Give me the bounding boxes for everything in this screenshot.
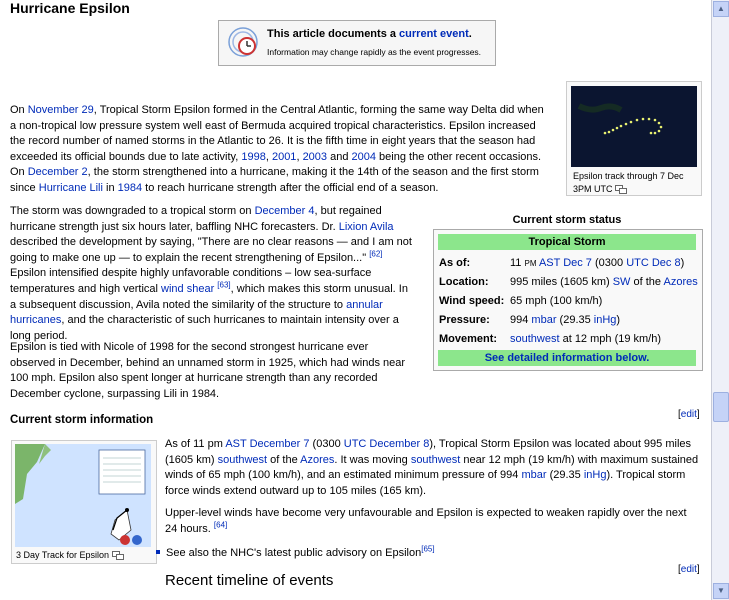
current-event-notice	[218, 20, 496, 66]
storm-status-box	[433, 229, 703, 371]
paragraph-december-record	[10, 340, 416, 402]
forecast-map-drawing	[15, 444, 151, 547]
inline-link[interactable]: November 29	[27, 104, 94, 116]
inline-link[interactable]: Azores	[300, 453, 335, 466]
inline-link[interactable]: SW	[612, 276, 631, 288]
scroll-down-arrow-icon[interactable]: ▼	[713, 583, 729, 599]
scroll-thumb[interactable]	[713, 392, 729, 422]
text-run: 65 mph (100 km/h)	[510, 295, 603, 307]
citation-link[interactable]: [65]	[421, 544, 435, 554]
text-run: 11	[510, 257, 525, 269]
inline-link[interactable]: AST Dec 7	[538, 257, 592, 269]
status-box-title: Current storm status	[512, 214, 622, 226]
inline-link[interactable]: wind shear	[161, 282, 215, 295]
inline-link[interactable]: Azores	[663, 276, 698, 288]
track-thumbnail	[566, 81, 702, 196]
inline-link[interactable]: inHg	[593, 314, 617, 326]
text-run: ,	[265, 150, 272, 163]
inline-link[interactable]: December 4	[254, 205, 315, 217]
text-run: (29.35	[556, 314, 594, 326]
bullet-icon	[156, 550, 160, 554]
bullet-nhc-advisory	[156, 544, 435, 559]
detailed-info-link[interactable]: See detailed information below.	[484, 352, 650, 364]
inline-link[interactable]: AST December 7	[225, 438, 310, 450]
inline-link[interactable]: southwest	[510, 333, 560, 345]
paragraph-forecast	[165, 506, 700, 537]
text-run: As of 11 pm	[165, 438, 226, 450]
text-run: (0300	[309, 438, 344, 450]
edit-link-timeline[interactable]: [edit]	[678, 564, 700, 575]
storm-track-drawing	[571, 86, 697, 167]
text-run: )	[616, 314, 621, 326]
vertical-scrollbar[interactable]	[711, 0, 729, 600]
status-row-wind: Wind speed: 65 mph (100 km/h)	[439, 295, 603, 307]
text-run: Epsilon intensified despite highly unfavorable conditions – low sea-surface temperatures and high vertical	[10, 267, 372, 295]
text-run: , which makes this storm unusual. In a subsequent discussion, Avila noted the similarity of the structure to	[10, 282, 408, 311]
text-run: , Tropical Storm Epsilon formed in the Central Atlantic, forming the same way Delta did when a non-tropical low pressure system well east of Bermuda acquired tropical characteristics. Epsilon increased the record number of named storms in the Atlantic to 26. It is the fifth time in eight years that the season had exceeded its official bounds due to late activity,	[10, 104, 544, 163]
citation-link[interactable]: [62]	[369, 249, 383, 259]
section-heading-timeline: Recent timeline of events	[165, 572, 334, 589]
text-run: and	[327, 150, 352, 163]
text-run: Upper-level winds have become very unfavourable and Epsilon is expected to weaken rapidly over the next 24 hours.	[165, 507, 687, 535]
text-run: (29.35	[546, 469, 584, 482]
citation-link[interactable]: [63]	[217, 280, 231, 290]
inline-link[interactable]: 2004	[351, 150, 376, 163]
three-day-track-image[interactable]	[15, 444, 151, 547]
clock-news-icon	[227, 26, 259, 58]
text-run: The storm was downgraded to a tropical storm on	[10, 205, 255, 217]
inline-link[interactable]: 2003	[302, 150, 328, 163]
inline-link[interactable]: annular hurricanes	[10, 298, 383, 327]
inline-link[interactable]: UTC December 8	[343, 438, 430, 450]
track-image[interactable]	[571, 86, 697, 167]
status-row-location: Location: 995 miles (1605 km) SW of the Azores	[439, 276, 698, 288]
inline-link[interactable]: Hurricane Lili	[38, 181, 103, 194]
enlarge-icon[interactable]	[615, 185, 627, 194]
small-caps-text: PM	[524, 259, 537, 268]
text-run: 994	[510, 314, 532, 326]
scroll-up-arrow-icon[interactable]: ▲	[713, 1, 729, 17]
current-event-link[interactable]: current event	[399, 28, 469, 40]
inline-link[interactable]: 1998	[241, 150, 266, 163]
track-caption: Epsilon track through 7 Dec 3PM UTC	[573, 171, 684, 194]
inline-link[interactable]: 2001	[271, 150, 297, 163]
article-title: Hurricane Epsilon	[10, 0, 130, 16]
edit-link-current[interactable]: [edit]	[678, 409, 700, 420]
text-run: ). Tropical storm force winds extend outward up to 105 miles (165 km).	[165, 469, 686, 497]
status-row-as-of: As of: 11 PM AST Dec 7 (0300 UTC Dec 8)	[439, 257, 685, 269]
text-run: See also the NHC's latest public advisory on Epsilon	[166, 547, 422, 559]
inline-link[interactable]: 1984	[117, 181, 143, 194]
text-run: in	[102, 181, 118, 194]
text-run: )	[680, 257, 685, 269]
three-day-track-thumbnail	[11, 440, 157, 564]
text-run: of the	[630, 276, 664, 288]
text-run: described the development by saying, "There are no clear reasons — and I am not going to make one up — to explain the recent strengthening of Epsilon..."	[10, 236, 412, 264]
inline-link[interactable]: UTC Dec 8	[626, 257, 681, 269]
citation-link[interactable]: [64]	[213, 519, 228, 529]
text-run: near 12 mph (19 km/h) with maximum sustained winds of 65 mph (100 km/h), and an estimated minimum pressure of 994	[165, 453, 699, 482]
text-run: On	[10, 104, 28, 116]
text-run: , but regained hurricane strength just six hours later, baffling NHC forecasters. Dr.	[10, 205, 382, 233]
current-event-line2: Information may change rapidly as the event progresses.	[267, 47, 482, 57]
status-row-pressure: Pressure: 994 mbar (29.35 inHg)	[439, 314, 621, 326]
section-heading-current: Current storm information	[10, 414, 154, 426]
inline-link[interactable]: inHg	[583, 469, 607, 482]
inline-link[interactable]: Lixion Avila	[338, 220, 394, 233]
text-run: being the other recent occasions. On	[10, 150, 542, 179]
inline-link[interactable]: southwest	[410, 453, 461, 466]
paragraph-current-position	[165, 437, 700, 499]
current-event-line1: This article documents a current event.	[267, 28, 472, 40]
status-footer	[438, 350, 696, 366]
status-header: Tropical Storm	[438, 234, 696, 250]
inline-link[interactable]: mbar	[521, 469, 547, 482]
paragraph-formation	[10, 103, 550, 197]
text-run: . It was moving	[334, 453, 411, 466]
inline-link[interactable]: southwest	[217, 453, 268, 466]
text-run: Epsilon is tied with Nicole of 1998 for the second strongest hurricane ever observed in December, behind an unnamed storm in 1925, which had winds near 100 mph. Epsilon also spent longer at hurricane strength than any recorded December cyclone, surpassing Lili in 1984.	[10, 341, 406, 400]
inline-link[interactable]: December 2	[27, 166, 88, 179]
status-row-movement: Movement: southwest at 12 mph (19 km/h)	[439, 333, 662, 345]
text-run: to reach hurricane strength after the official end of a season.	[142, 181, 439, 194]
text-run: ,	[296, 150, 303, 163]
text-run: ), Tropical Storm Epsilon was located about 995 miles (1605 km)	[165, 438, 692, 466]
enlarge-icon[interactable]	[112, 551, 124, 560]
text-run: , the storm strengthened into a hurricane, making it the 14th of the season and the first storm since	[10, 166, 539, 194]
inline-link[interactable]: mbar	[531, 314, 557, 326]
text-run: 995 miles (1605 km)	[510, 276, 613, 288]
text-run: at 12 mph (19 km/h)	[559, 333, 662, 345]
three-day-track-caption: 3 Day Track for Epsilon	[16, 549, 152, 562]
paragraph-downgrade	[10, 204, 416, 344]
text-run: (0300	[591, 257, 627, 269]
text-run: of the	[267, 453, 301, 466]
text-run: , and the characteristic of such hurricanes to maintain intensity over a long period.	[10, 314, 399, 342]
